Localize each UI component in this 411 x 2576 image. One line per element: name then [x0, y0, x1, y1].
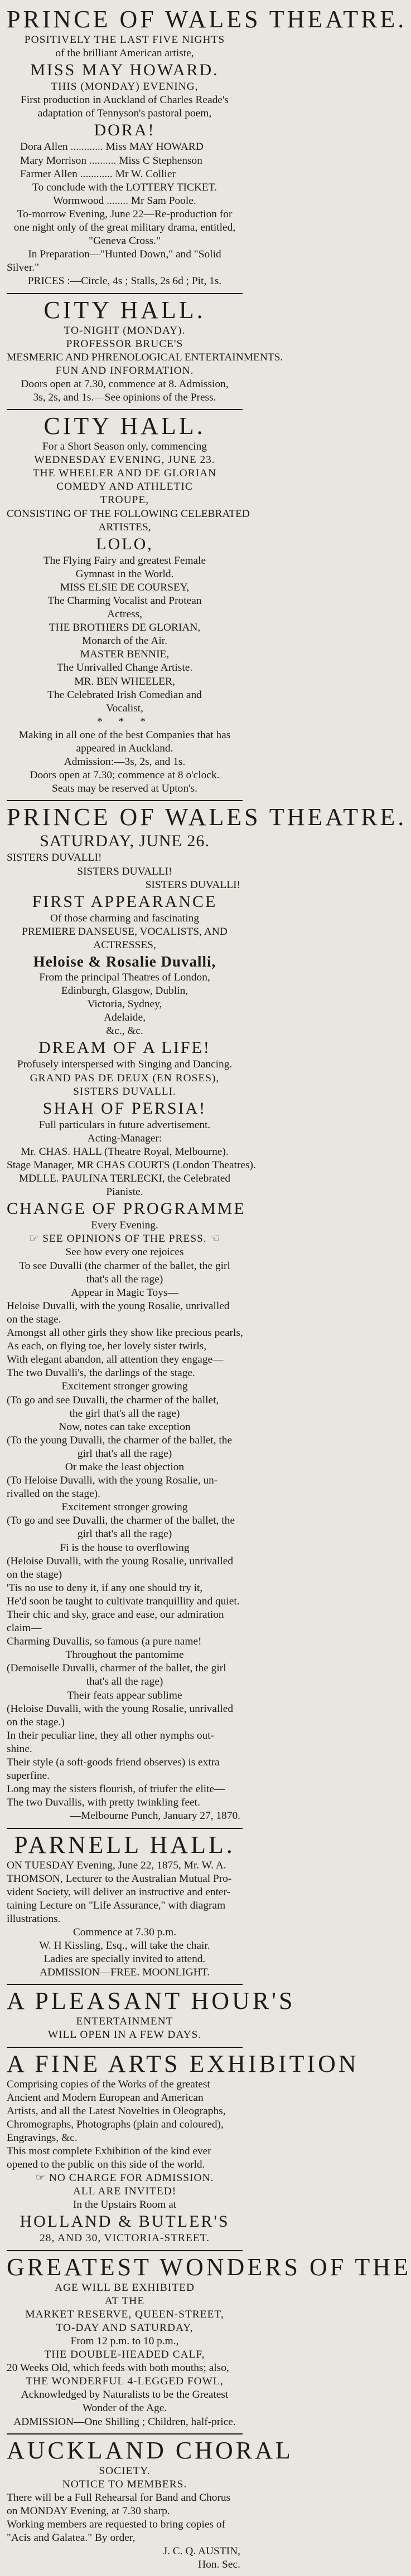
advert-line: Monarch of the Air. — [82, 635, 167, 647]
advert-line: SISTERS DUVALLI! — [77, 865, 172, 877]
advert-line: girl that's all the rage) — [77, 1447, 172, 1460]
advert-line: "Geneva Cross." — [89, 235, 161, 247]
advert-line: FIRST APPEARANCE — [32, 892, 217, 911]
advert-line: MR. BEN WHEELER, — [74, 675, 175, 687]
advert-choral-society — [7, 2433, 293, 2576]
advert-line: Wonder of the Age. — [82, 2402, 167, 2414]
advert-line: DREAM OF A LIFE! — [38, 1038, 211, 1057]
advert-line: MDLLE. PAULINA TERLECKI, the Celebrated — [18, 1173, 231, 1185]
advert-line: Their chic and sky, grace and ease, our admiration — [7, 1609, 224, 1621]
advert-line: TROUPE, — [100, 494, 149, 506]
advert-line: ENTERTAINMENT — [76, 2016, 173, 2028]
advert-line: Stage Manager, MR CHAS COURTS (London Theatres). — [7, 1159, 256, 1171]
advert-line: (To Heloise Duvalli, with the young Rosalie, un- — [7, 1475, 218, 1487]
advert-line: This most complete Exhibition of the kind ever — [7, 2145, 211, 2157]
advert-line: He'd soon be taught to cultivate tranquillity and quiet. — [7, 1595, 240, 1607]
advert-line: SISTERS DUVALLI! — [7, 852, 102, 864]
advert-line: PREMIERE DANSEUSE, VOCALISTS, AND — [22, 925, 228, 938]
advert-line: on the stage. — [7, 1313, 61, 1325]
advert-line: —Melbourne Punch, January 27, 1870. — [70, 1810, 240, 1822]
advert-line: (Demoiselle Duvalli, charmer of the ballet, the girl — [7, 1662, 226, 1675]
advert-line: From 12 p.m. to 10 p.m., — [70, 2335, 179, 2347]
advert-line: The two Duvalli's, the darlings of the stage. — [7, 1367, 195, 1379]
advert-title: CITY HALL. — [43, 412, 206, 440]
advert-title: A PLEASANT HOUR'S — [7, 1987, 296, 2015]
advert-line: SISTERS DUVALLI. — [73, 1085, 176, 1097]
advert-line: Their feats appear sublime — [67, 1689, 182, 1701]
advert-line: (To go and see Duvalli, the charmer of the ballet, the — [7, 1515, 235, 1527]
advert-line: The Celebrated Irish Comedian and — [47, 689, 202, 701]
advert-line: rivalled on the stage). — [7, 1488, 100, 1500]
advert-line: THE BROTHERS DE GLORIAN, — [49, 622, 201, 634]
advert-city-hall-1 — [7, 293, 283, 409]
advert-line: Acknowledged by Naturalists to be the Greatest — [21, 2389, 229, 2401]
advert-line: Ladies are specially invited to attend. — [43, 1953, 206, 1965]
advert-line: TO-NIGHT (MONDAY). — [64, 324, 186, 336]
advert-line: To see Duvalli (the charmer of the ballet, the girl — [19, 1260, 230, 1272]
advert-line: FUN AND INFORMATION. — [55, 364, 194, 377]
advert-line: Wormwood ........ Mr Sam Poole. — [53, 194, 196, 207]
advert-line: shine. — [7, 1743, 32, 1755]
advert-line: Gymnast in the World. — [75, 568, 174, 580]
advert-line: SATURDAY, JUNE 26. — [40, 832, 210, 851]
advert-line: Appear in Magic Toys— — [71, 1286, 178, 1299]
advert-line: girl that's all the rage) — [77, 1528, 172, 1540]
advert-line: Working members are requested to bring copies of — [7, 2518, 226, 2530]
advert-line: on MONDAY Evening, at 7.30 sharp. — [7, 2505, 170, 2517]
advert-line: ☞ NO CHARGE FOR ADMISSION. — [35, 2172, 214, 2184]
advert-line: In Preparation—"Hunted Down," and "Solid — [28, 248, 221, 261]
advert-line: Making in all one of the best Companies that has — [18, 729, 231, 741]
advert-line: Now, notes can take exception — [59, 1421, 191, 1433]
advert-line: To-morrow Evening, June 22—Re-production for — [17, 208, 233, 220]
advert-line: The two Duvallis, with pretty twinkling feet. — [7, 1797, 200, 1809]
advert-line: MISS ELSIE DE COURSEY, — [60, 581, 190, 593]
advert-line: Heloise Duvalli, with the young Rosalie, unrivalled — [7, 1300, 230, 1312]
advert-prince-of-wales-2 — [7, 800, 407, 1827]
advert-line: MISS MAY HOWARD. — [30, 61, 219, 80]
advert-line: Long may the sisters flourish, of triufer the elite— — [7, 1783, 225, 1796]
advert-line: Of those charming and fascinating — [50, 912, 200, 924]
advert-line: Pianiste. — [106, 1186, 143, 1198]
advert-prince-of-wales-1 — [7, 3, 407, 293]
advert-line: Heloise & Rosalie Duvalli, — [33, 953, 216, 970]
advert-line: WILL OPEN IN A FEW DAYS. — [47, 2029, 202, 2041]
advert-line: First production in Auckland of Charles Reade's — [21, 94, 229, 106]
advert-line: Chromographs, Photographs (plain and coloured), — [7, 2118, 224, 2130]
advert-line: Throughout the pantomime — [65, 1649, 184, 1661]
advert-line: There will be a Full Rehearsal for Band and Chorus — [7, 2491, 231, 2504]
advert-line: ALL ARE INVITED! — [72, 2185, 177, 2198]
advert-line: AGE WILL BE EXHIBITED — [55, 2281, 195, 2294]
advert-line: Actress, — [107, 608, 142, 621]
advert-line: appeared in Auckland. — [76, 743, 173, 755]
advert-line: (To the young Duvalli, the charmer of the ballet, the — [7, 1434, 233, 1446]
advert-line: (Heloise Duvalli, with the young Rosalie, unrivalled — [7, 1555, 234, 1567]
advert-line: SOCIETY. — [99, 2465, 151, 2477]
advert-line: superfine. — [7, 1770, 50, 1782]
advert-line: Their style (a soft-goods friend observes) is extra — [7, 1757, 220, 1769]
advert-line: that's all the rage) — [86, 1676, 163, 1688]
advert-title: PRINCE OF WALES THEATRE. — [7, 6, 407, 33]
advert-line: Full particulars in future advertisement. — [38, 1119, 211, 1131]
advert-line: W. H Kissling, Esq., will take the chair. — [39, 1940, 210, 1952]
advert-line: ACTRESSES, — [93, 939, 156, 951]
advert-line: Doors open at 7.30, commence at 8. Admission, — [21, 378, 229, 390]
advert-line: GRAND PAS DE DEUX (EN ROSES), — [30, 1072, 220, 1084]
advert-line: To conclude with the LOTTERY TICKET. — [32, 181, 217, 193]
advert-line: ADMISSION—One Shilling ; Children, half-price. — [13, 2416, 236, 2428]
advert-line: PROFESSOR BRUCE'S — [66, 338, 183, 350]
advert-line: on the stage) — [7, 1568, 62, 1580]
advert-line: PRICES :—Circle, 4s ; Stalls, 2s 6d ; Pit, 1s. — [27, 275, 222, 287]
advert-line: opened to the public on this side of the world. — [7, 2159, 205, 2171]
advert-title: GREATEST WONDERS OF THE — [7, 2253, 411, 2281]
advert-line: illustrations. — [7, 1913, 61, 1925]
advert-line: Vocalist, — [106, 702, 143, 714]
advert-line: Adelaide, — [104, 1012, 146, 1024]
advert-line: Or make the least objection — [65, 1461, 185, 1473]
advert-line: Seats may be reserved at Upton's. — [52, 783, 197, 795]
advert-city-hall-2 — [7, 409, 250, 800]
advert-line: J. C. Q. AUSTIN, — [163, 2545, 240, 2558]
advert-line: Profusely interspersed with Singing and Dancing. — [17, 1058, 233, 1071]
advert-line: NOTICE TO MEMBERS. — [62, 2478, 187, 2490]
advert-line: MASTER BENNIE, — [80, 648, 170, 661]
advert-line: For a Short Season only, commencing — [42, 441, 207, 453]
advert-pleasant-hour — [7, 1984, 296, 2046]
advert-line: Victoria, Sydney, — [87, 998, 162, 1011]
advert-title: A FINE ARTS EXHIBITION — [7, 2050, 359, 2077]
advert-line: Amongst all other girls they show like precious pearls, — [7, 1327, 243, 1339]
advert-line: From the principal Theatres of London, — [39, 971, 210, 983]
advert-fine-arts — [7, 2047, 359, 2250]
advert-line: that's all the rage) — [86, 1273, 163, 1285]
advert-line: Farmer Allen ............ Mr W. Collier — [20, 168, 176, 180]
advert-line: Excitement stronger growing — [61, 1380, 188, 1393]
advert-line: SHAH OF PERSIA! — [42, 1099, 207, 1118]
advert-line: &c., &c. — [106, 1025, 143, 1037]
advert-line: * * * — [97, 715, 152, 728]
advert-line: WEDNESDAY EVENING, JUNE 23. — [34, 454, 215, 466]
advert-line: on the stage.) — [7, 1716, 65, 1728]
advert-line: Excitement stronger growing — [61, 1501, 188, 1514]
advert-line: Acting-Manager: — [87, 1132, 162, 1144]
advert-line: MESMERIC AND PHRENOLOGICAL ENTERTAINMENTS. — [7, 351, 283, 363]
advert-line: THE WHEELER AND DE GLORIAN — [32, 467, 217, 480]
advert-line: the girl that's all the rage) — [69, 1407, 180, 1419]
advert-line: LOLO, — [96, 534, 153, 553]
advert-line: HOLLAND & BUTLER'S — [20, 2212, 230, 2231]
advert-line: Commence at 7.30 p.m. — [72, 1926, 177, 1938]
advert-line: THE WONDERFUL 4-LEGGED FOWL, — [26, 2375, 224, 2388]
advert-line: Dora Allen ............ Miss MAY HOWARD — [20, 141, 204, 153]
advert-line: Fi is the house to overflowing — [60, 1541, 190, 1554]
advert-line: (To go and see Duvalli, the charmer of the ballet, — [7, 1394, 219, 1406]
advert-line: taining Lecture on "Life Assurance," with diagram — [7, 1899, 226, 1911]
advert-line: Hon. Sec. — [198, 2559, 240, 2571]
advert-greatest-wonders — [7, 2250, 411, 2433]
advert-line: one night only of the great military drama, entitled, — [13, 222, 236, 234]
advert-line: POSITIVELY THE LAST FIVE NIGHTS — [24, 34, 225, 46]
advert-line: The Unrivalled Change Artiste. — [56, 662, 193, 674]
advert-title: CITY HALL. — [43, 296, 206, 324]
advert-line: vident Society, will deliver an instructive and enter- — [7, 1886, 231, 1898]
advert-line: DORA! — [94, 121, 156, 140]
advert-line: 'Tis no use to deny it, if any one should try it, — [7, 1582, 203, 1594]
advert-line: THIS (MONDAY) EVENING, — [51, 81, 199, 93]
advert-line: In their peculiar line, they all other nymphs out- — [7, 1729, 215, 1741]
advert-title: PRINCE OF WALES THEATRE. — [7, 803, 407, 831]
advert-line: The Flying Fairy and greatest Female — [43, 554, 206, 567]
advert-parnell-hall — [7, 1828, 243, 1984]
advert-line: As each, on flying toe, her lovely sister twirls, — [7, 1340, 207, 1353]
advert-line: SISTERS DUVALLI! — [145, 879, 240, 891]
advert-line: TO-DAY AND SATURDAY, — [56, 2321, 194, 2334]
advert-line: ON TUESDAY Evening, June 22, 1875, Mr. W. A. — [7, 1859, 226, 1871]
advert-title: AUCKLAND CHORAL — [7, 2436, 293, 2464]
advert-line: AT THE — [104, 2295, 145, 2307]
advert-line: (Heloise Duvalli, with the young Rosalie, unrivalled — [7, 1702, 234, 1715]
advert-title: PARNELL HALL. — [14, 1831, 235, 1858]
advert-line: CONSISTING OF THE FOLLOWING CELEBRATED — [7, 508, 250, 520]
advert-line: 28, AND 30, VICTORIA-STREET. — [40, 2232, 210, 2245]
advert-line: CHANGE OF PROGRAMME — [7, 1199, 246, 1218]
advert-line: MARKET RESERVE, QUEEN-STREET, — [25, 2308, 224, 2320]
advert-line: ARTISTES, — [98, 521, 151, 533]
advert-line: THOMSON, Lecturer to the Australian Mutual Pro- — [7, 1872, 232, 1885]
advert-line: Mr. CHAS. HALL (Theatre Royal, Melbourne). — [21, 1145, 229, 1158]
advert-line: Mary Morrison .......... Miss C Stephenson — [20, 154, 202, 167]
advert-line: See how every one rejoices — [65, 1246, 184, 1258]
advert-line: 3s, 2s, and 1s.—See opinions of the Press. — [33, 391, 216, 403]
advert-line: COMEDY AND ATHLETIC — [56, 481, 193, 493]
advert-line: THE DOUBLE-HEADED CALF, — [44, 2349, 205, 2361]
advert-line: In the Upstairs Room at — [72, 2199, 177, 2211]
advert-line: ADMISSION—FREE. MOONLIGHT. — [39, 1967, 210, 1979]
advert-line: 20 Weeks Old, which feeds with both mouths; also, — [7, 2362, 229, 2374]
advert-line: Doors open at 7.30; commence at 8 o'clock. — [30, 769, 220, 782]
advert-line: Engravings, &c. — [7, 2131, 78, 2144]
advert-line: The Charming Vocalist and Protean — [47, 595, 202, 607]
advert-line: Silver." — [7, 262, 40, 274]
advert-line: Artists, and all the Latest Novelties in Oleographs, — [7, 2105, 226, 2117]
advert-line: With elegant abandon, all attention they engage— — [7, 1354, 224, 1366]
advert-line: adaptation of Tennyson's pastoral poem, — [37, 108, 212, 120]
advert-line: Comprising copies of the Works of the greatest — [7, 2078, 210, 2090]
advert-line: Edinburgh, Glasgow, Dublin, — [61, 985, 188, 997]
advert-line: "Acis and Galatea." By order, — [7, 2532, 136, 2544]
advert-line: ☞ SEE OPINIONS OF THE PRESS. ☜ — [29, 1233, 220, 1245]
advert-line: Charming Duvallis, so famous (a pure name! — [7, 1636, 202, 1648]
advert-line: Ancient and Modern European and American — [7, 2091, 204, 2104]
advert-line: of the brilliant American artiste, — [55, 47, 194, 60]
advert-line: Every Evening. — [91, 1219, 158, 1232]
advert-line: Admission:—3s, 2s, and 1s. — [64, 756, 186, 768]
advert-line: claim— — [7, 1622, 42, 1635]
